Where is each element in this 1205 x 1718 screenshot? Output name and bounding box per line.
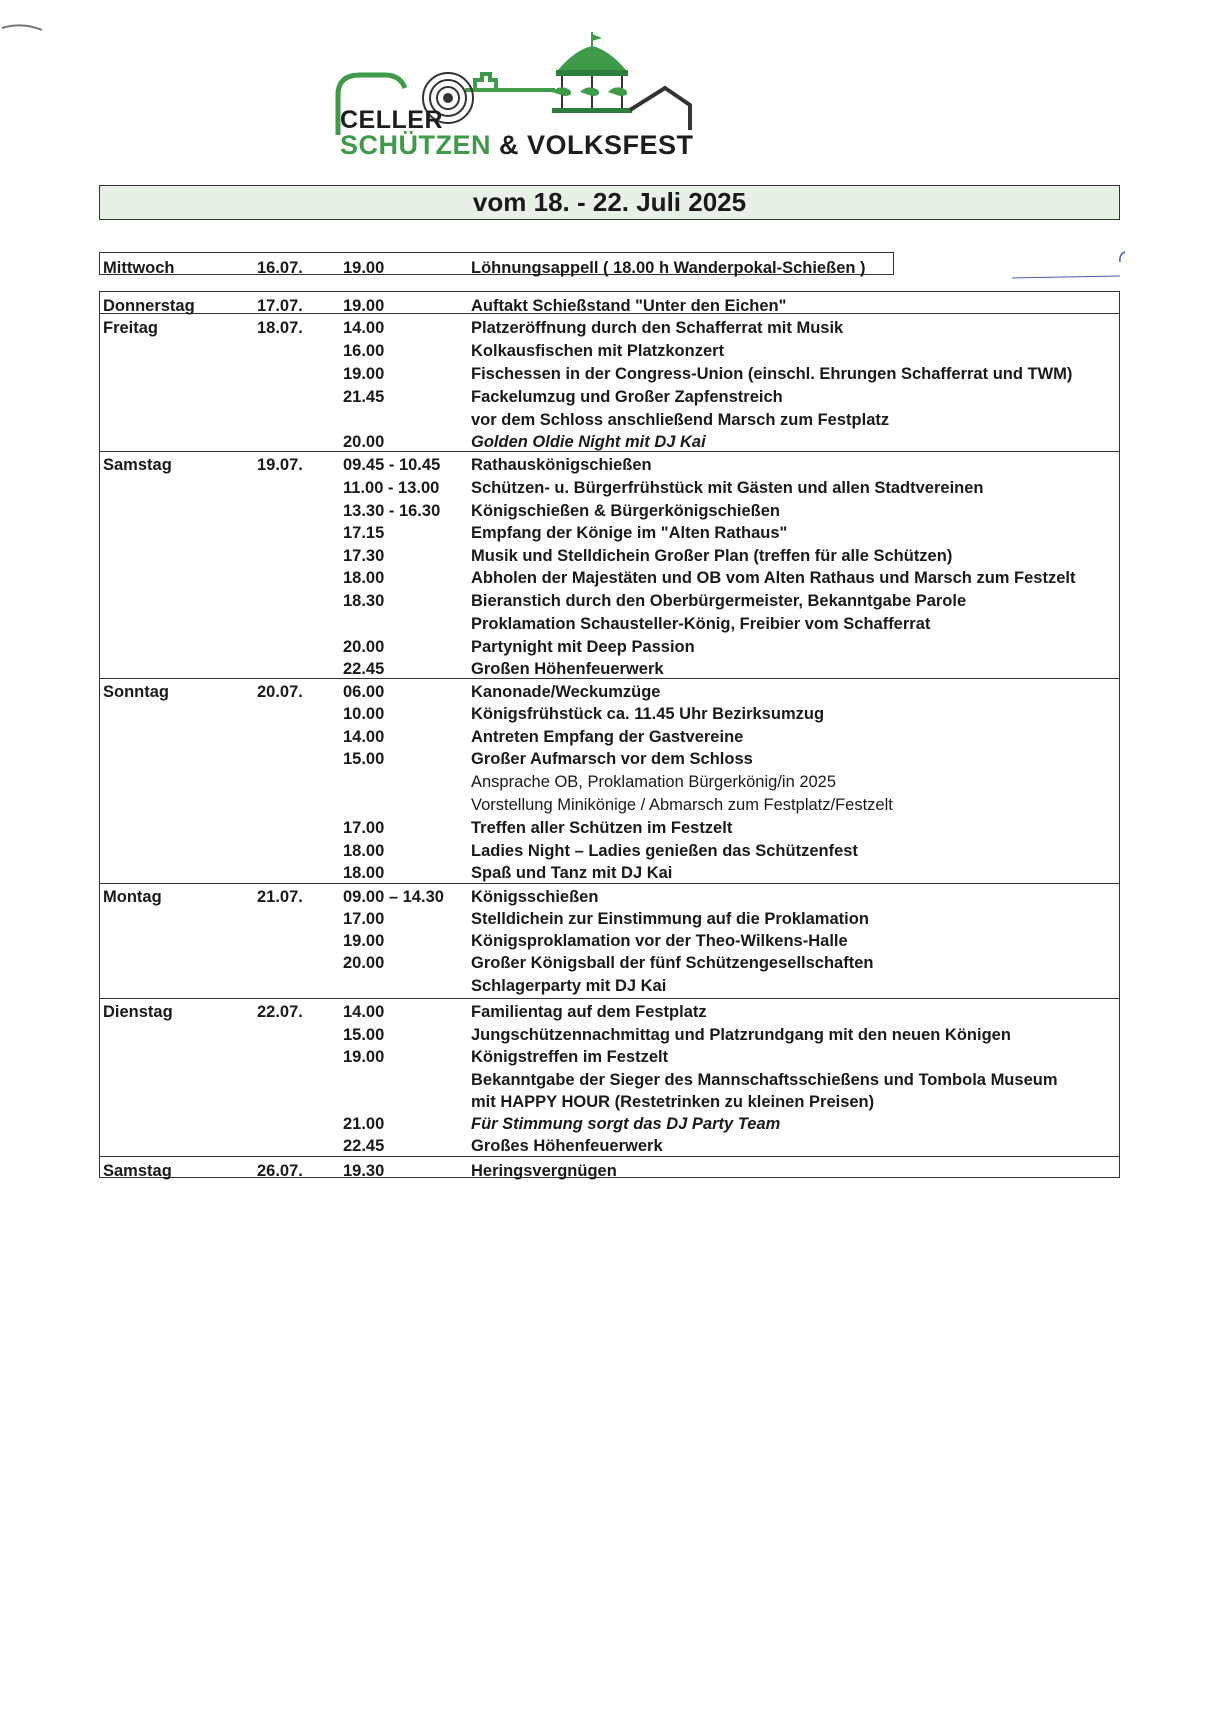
schedule-row (99, 771, 1119, 792)
schedule-time: 09.00 – 14.30 (343, 888, 444, 906)
schedule-time: 11.00 - 13.00 (343, 479, 440, 497)
logo-text-celler: CELLER (340, 106, 443, 134)
schedule-time: 19.30 (343, 1162, 385, 1180)
schedule-desc: Golden Oldie Night mit DJ Kai (471, 433, 706, 451)
schedule-time: 14.00 (343, 1003, 385, 1021)
schedule-desc: Jungschützennachmittag und Platzrundgang mit den neuen Königen (471, 1026, 1011, 1044)
schedule-row (99, 431, 1119, 452)
schedule-time: 10.00 (343, 705, 385, 723)
schedule-row (99, 500, 1119, 521)
schedule-row (99, 636, 1119, 657)
schedule-desc: Kanonade/Weckumzüge (471, 683, 661, 701)
schedule-desc: Schützen- u. Bürgerfrühstück mit Gästen und allen Stadtvereinen (471, 479, 984, 497)
schedule-date: 21.07. (257, 888, 303, 906)
schedule-desc: Bieranstich durch den Oberbürgermeister, Bekanntgabe Parole (471, 592, 967, 610)
schedule-row (99, 1135, 1119, 1156)
divider-monday (99, 998, 1120, 999)
schedule-desc: Heringsvergnügen (471, 1162, 617, 1180)
schedule-row (99, 794, 1119, 815)
schedule-desc: Empfang der Könige im "Alten Rathaus" (471, 524, 788, 542)
schedule-desc: Königstreffen im Festzelt (471, 1048, 669, 1066)
schedule-desc: Fischessen in der Congress-Union (einschl. Ehrungen Schafferrat und TWM) (471, 365, 1073, 383)
schedule-desc: Rathauskönigschießen (471, 456, 652, 474)
schedule-day: Montag (103, 888, 162, 906)
schedule-date: 20.07. (257, 683, 303, 701)
schedule-row (99, 886, 1119, 907)
schedule-date: 17.07. (257, 297, 303, 315)
schedule-row (99, 908, 1119, 929)
schedule-row (99, 567, 1119, 588)
date-range-title: vom 18. - 22. Juli 2025 (99, 185, 1120, 220)
schedule-desc: vor dem Schloss anschließend Marsch zum Festplatz (471, 411, 890, 429)
schedule-time: 19.00 (343, 365, 385, 383)
schedule-desc: Partynight mit Deep Passion (471, 638, 695, 656)
schedule-desc: Proklamation Schausteller-König, Freibier vom Schafferrat (471, 615, 931, 633)
schedule-row (99, 862, 1119, 883)
schedule-row (99, 257, 1119, 278)
schedule-desc: Auftakt Schießstand "Unter den Eichen" (471, 297, 787, 315)
schedule-desc: Königsproklamation vor der Theo-Wilkens-Halle (471, 932, 848, 950)
schedule-desc: Großer Aufmarsch vor dem Schloss (471, 750, 753, 768)
schedule-day: Samstag (103, 456, 172, 474)
schedule-day: Sonntag (103, 683, 169, 701)
schedule-day: Donnerstag (103, 297, 195, 315)
schedule-row (99, 363, 1119, 384)
schedule-time: 15.00 (343, 1026, 385, 1044)
schedule-time: 19.00 (343, 1048, 385, 1066)
schedule-time: 16.00 (343, 342, 385, 360)
schedule-desc: Vorstellung Minikönige / Abmarsch zum Festplatz/Festzelt (471, 796, 893, 814)
schedule-day: Freitag (103, 319, 159, 337)
divider-tuesday (99, 1156, 1120, 1157)
schedule-time: 18.30 (343, 592, 385, 610)
logo-text-schuetzen-volksfest (340, 130, 694, 161)
schedule-date: 18.07. (257, 319, 303, 337)
schedule-row (99, 703, 1119, 724)
schedule-desc: Antreten Empfang der Gastvereine (471, 728, 744, 746)
schedule-desc: Für Stimmung sorgt das DJ Party Team (471, 1115, 781, 1133)
schedule-time: 13.30 - 16.30 (343, 502, 441, 520)
schedule-desc: Königsschießen (471, 888, 599, 906)
schedule-desc: Musik und Stelldichein Großer Plan (treffen für alle Schützen) (471, 547, 953, 565)
schedule-desc: Königsfrühstück ca. 11.45 Uhr Bezirksumzug (471, 705, 825, 723)
schedule-desc: Großes Höhenfeuerwerk (471, 1137, 663, 1155)
schedule-desc: Königschießen & Bürgerkönigschießen (471, 502, 780, 520)
schedule-row (99, 930, 1119, 951)
schedule-desc: Platzeröffnung durch den Schafferrat mit Musik (471, 319, 844, 337)
schedule-row (99, 590, 1119, 611)
schedule-desc: Stelldichein zur Einstimmung auf die Proklamation (471, 910, 869, 928)
schedule-desc: Schlagerparty mit DJ Kai (471, 977, 667, 995)
schedule-time: 18.00 (343, 864, 385, 882)
schedule-time: 14.00 (343, 319, 385, 337)
schedule-row (99, 1024, 1119, 1045)
schedule-time: 09.45 - 10.45 (343, 456, 441, 474)
schedule-row (99, 295, 1119, 316)
schedule-day: Samstag (103, 1162, 172, 1180)
schedule-desc: Fackelumzug und Großer Zapfenstreich (471, 388, 783, 406)
schedule-row (99, 477, 1119, 498)
schedule-date: 16.07. (257, 259, 303, 277)
schedule-row (99, 386, 1119, 407)
schedule-row (99, 454, 1119, 475)
schedule-day: Mittwoch (103, 259, 175, 277)
schedule-date: 26.07. (257, 1162, 303, 1180)
schedule-time: 18.00 (343, 569, 385, 587)
schedule-row (99, 840, 1119, 861)
schedule-row (99, 975, 1119, 996)
schedule-time: 17.15 (343, 524, 385, 542)
carousel-icon (552, 32, 632, 113)
staple-mark (0, 10, 60, 50)
schedule-desc: Großer Königsball der fünf Schützengesellschaften (471, 954, 874, 972)
schedule-row (99, 545, 1119, 566)
schedule-time: 20.00 (343, 638, 385, 656)
schedule-row (99, 522, 1119, 543)
schedule-time: 22.45 (343, 660, 385, 678)
schedule-time: 19.00 (343, 297, 385, 315)
schedule-desc: Abholen der Majestäten und OB vom Alten Rathaus und Marsch zum Festzelt (471, 569, 1076, 587)
schedule-time: 20.00 (343, 433, 385, 451)
schedule-desc: Kolkausfischen mit Platzkonzert (471, 342, 725, 360)
schedule-desc: Bekanntgabe der Sieger des Mannschaftsschießens und Tombola Museum (471, 1071, 1058, 1089)
schedule-desc: Familientag auf dem Festplatz (471, 1003, 707, 1021)
schedule-date: 22.07. (257, 1003, 303, 1021)
schedule-row (99, 952, 1119, 973)
schedule-time: 22.45 (343, 1137, 385, 1155)
schedule-time: 19.00 (343, 259, 385, 277)
schedule-time: 21.45 (343, 388, 385, 406)
schedule-row (99, 658, 1119, 679)
schedule-row (99, 1113, 1119, 1134)
schedule-row (99, 726, 1119, 747)
schedule-desc: Treffen aller Schützen im Festzelt (471, 819, 733, 837)
schedule-row (99, 317, 1119, 338)
logo-text-volksfest: & VOLKSFEST (499, 130, 694, 160)
schedule-row (99, 748, 1119, 769)
schedule-time: 17.00 (343, 819, 385, 837)
schedule-time: 17.30 (343, 547, 385, 565)
schedule-time: 14.00 (343, 728, 385, 746)
schedule-time: 15.00 (343, 750, 385, 768)
schedule-day: Dienstag (103, 1003, 173, 1021)
schedule-desc: Großen Höhenfeuerwerk (471, 660, 664, 678)
schedule-row (99, 817, 1119, 838)
schedule-row (99, 613, 1119, 634)
schedule-row (99, 1001, 1119, 1022)
schedule-time: 21.00 (343, 1115, 385, 1133)
schedule-row (99, 1069, 1119, 1090)
schedule-time: 19.00 (343, 932, 385, 950)
schedule-time: 06.00 (343, 683, 385, 701)
logo-text-schuetzen: SCHÜTZEN (340, 130, 491, 160)
schedule-time: 18.00 (343, 842, 385, 860)
schedule-row (99, 409, 1119, 430)
schedule-desc: Löhnungsappell ( 18.00 h Wanderpokal-Schießen ) (471, 259, 866, 277)
schedule-row (99, 1160, 1119, 1181)
schedule-desc: Ansprache OB, Proklamation Bürgerkönig/in 2025 (471, 773, 837, 791)
schedule-time: 17.00 (343, 910, 385, 928)
schedule-desc: mit HAPPY HOUR (Restetrinken zu kleinen Preisen) (471, 1093, 875, 1111)
schedule-row (99, 1046, 1119, 1067)
schedule-row (99, 1091, 1119, 1112)
divider-sunday (99, 883, 1120, 884)
schedule-row (99, 681, 1119, 702)
schedule-time: 20.00 (343, 954, 385, 972)
schedule-date: 19.07. (257, 456, 303, 474)
schedule-desc: Ladies Night – Ladies genießen das Schützenfest (471, 842, 858, 860)
schedule-desc: Spaß und Tanz mit DJ Kai (471, 864, 673, 882)
schedule-row (99, 340, 1119, 361)
